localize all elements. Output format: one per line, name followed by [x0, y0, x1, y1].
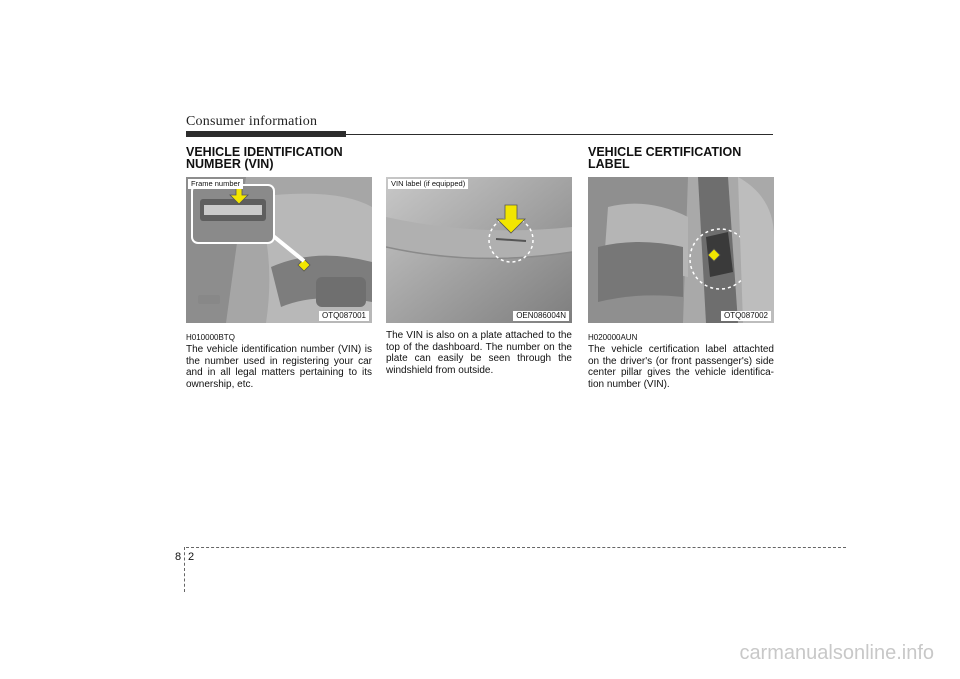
- section-title: Consumer information: [186, 114, 318, 129]
- photo-caption: OTQ087002: [721, 311, 771, 321]
- doc-code: H010000BTQ: [186, 333, 235, 342]
- photo-caption: OTQ087001: [319, 311, 369, 321]
- doc-code: H020000AUN: [588, 333, 638, 342]
- certification-paragraph: The vehicle certification label attachted on the driver's (or front passenger's) side center pillar gives the vehicle identifica-tion number (VIN).: [588, 344, 774, 390]
- vin-label-photo: [386, 177, 572, 323]
- photo-caption: OEN086004N: [513, 311, 569, 321]
- chapter-number: 8: [175, 551, 182, 563]
- header-rule: [346, 134, 773, 135]
- page-number: 2: [188, 551, 195, 563]
- vin-plate-paragraph: The VIN is also on a plate attached to the top of the dashboard. The number on the plate can easily be seen through the windshield from outside.: [386, 330, 572, 376]
- frame-number-label: Frame number: [188, 179, 243, 189]
- certification-label-photo: [588, 177, 774, 323]
- certification-heading: VEHICLE CERTIFICATION LABEL: [588, 145, 742, 171]
- vin-paragraph: The vehicle identification number (VIN) is the number used in registering your car and in all legal matters pertaining to its ownership, etc.: [186, 344, 372, 390]
- frame-number-photo: [186, 177, 372, 323]
- footer-divider: [184, 547, 185, 592]
- header-bar: [186, 131, 346, 137]
- footer-rule: [186, 547, 846, 548]
- watermark: carmanualsonline.info: [739, 642, 934, 664]
- vin-heading: VEHICLE IDENTIFICATION NUMBER (VIN): [186, 145, 343, 171]
- vin-label-tag: VIN label (if equipped): [388, 179, 468, 189]
